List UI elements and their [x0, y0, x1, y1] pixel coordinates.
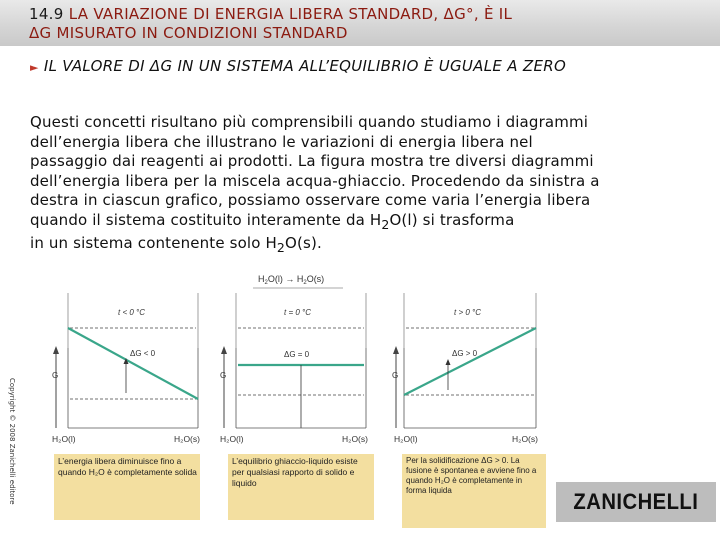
- axis-arrow-icon: [393, 346, 399, 354]
- title-line-1: LA VARIAZIONE DI ENERGIA LIBERA STANDARD, ΔG°, È IL: [68, 5, 513, 23]
- body-paragraph: [30, 113, 706, 258]
- body-line: quando il sistema costituito interamente da $H_2O(l)$ si trasforma: [30, 210, 515, 232]
- panel-1-product: H₂O(s): [174, 434, 200, 444]
- panel-3-energy-line: [404, 328, 536, 395]
- bullet-arrow-icon: ►: [30, 61, 39, 74]
- body-line: destra in ciascun grafico, possiamo osservare come varia l’energia libera: [30, 191, 591, 209]
- panel-3: [392, 293, 546, 528]
- panel-3-temperature: t > 0 °C: [454, 308, 481, 317]
- axis-label-g: G: [52, 371, 59, 380]
- panel-3-reactant: H₂O(l): [394, 434, 418, 444]
- axis-label-g: G: [220, 371, 227, 380]
- body-line: passaggio dai reagenti ai prodotti. La figura mostra tre diversi diagrammi: [30, 152, 594, 170]
- panel-2-reactant: H₂O(l): [220, 434, 244, 444]
- body-line: dell’energia libera per la miscela acqua-ghiaccio. Procedendo da sinistra a: [30, 171, 600, 190]
- panel-3-delta-g: ΔG > 0: [452, 349, 478, 358]
- free-energy-figure: [48, 268, 548, 532]
- panel-3-caption: Per la solidificazione ΔG > 0. La fusione è spontanea e avviene fino a quando H₂O è completamente in forma liquida: [406, 456, 537, 495]
- panel-1-reactant: H₂O(l): [52, 434, 76, 444]
- subtitle: [30, 56, 700, 78]
- subtitle-text: IL VALORE DI ΔG IN UN SISTEMA ALL’EQUILIBRIO È UGUALE A ZERO: [43, 57, 567, 75]
- axis-arrow-icon: [53, 346, 59, 354]
- body-line: in un sistema contenente solo $H_2O(s)$.: [30, 234, 322, 255]
- axis-arrow-icon: [221, 346, 227, 354]
- panel-3-product: H₂O(s): [512, 434, 538, 444]
- axis-label-g: G: [392, 371, 399, 380]
- section-number: 14.9: [29, 5, 64, 23]
- panel-1-temperature: t < 0 °C: [118, 308, 145, 317]
- publisher-logo: ZANICHELLI: [556, 482, 716, 522]
- panel-2-temperature: t = 0 °C: [284, 308, 311, 317]
- panel-1-caption: L’energia libera diminuisce fino a quando H₂O è completamente solida: [58, 456, 197, 477]
- panel-2-product: H₂O(s): [342, 434, 368, 444]
- panel-2: [220, 293, 374, 520]
- body-line: dell’energia libera che illustrano le variazioni di energia libera nel: [30, 132, 533, 151]
- slide-header: [0, 0, 720, 46]
- slide-title: [29, 5, 512, 43]
- panel-2-delta-g: ΔG = 0: [284, 350, 310, 359]
- panel-1: [52, 293, 200, 520]
- panel-2-caption: L’equilibrio ghiaccio-liquido esiste per qualsiasi rapporto di solido e liquido: [232, 456, 358, 488]
- panel-1-energy-line: [68, 328, 198, 399]
- panel-1-delta-g: ΔG < 0: [130, 349, 156, 358]
- title-line-2: ΔG MISURATO IN CONDIZIONI STANDARD: [29, 24, 348, 42]
- body-line: Questi concetti risultano più comprensibili quando studiamo i diagrammi: [30, 113, 589, 131]
- figure-reaction-title: $H_2O(l) \to H_2O(s)$: [258, 274, 325, 286]
